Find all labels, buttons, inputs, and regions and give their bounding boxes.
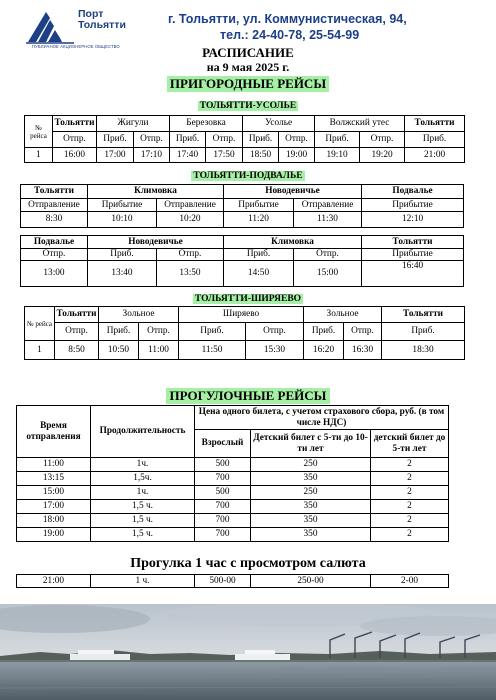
route2-back-sub: Приб. (224, 249, 294, 261)
salute-cell: 1 ч. (91, 575, 195, 588)
route1-stop: Жигули (97, 116, 170, 132)
route3-cell: 15:30 (246, 341, 304, 360)
route1-sub: Отпр. (206, 132, 243, 148)
route1-cell: 17:40 (170, 148, 206, 163)
table-row (17, 528, 449, 542)
route3-stop: Зольное (304, 307, 382, 323)
walks-cell: 17:00 (17, 500, 91, 514)
route3-cell: 11:50 (179, 341, 246, 360)
port-photo (0, 604, 496, 700)
walks-cell: 1,5 ч. (91, 514, 195, 528)
walks-cell: 700 (195, 472, 251, 486)
route3-sub: Отпр. (55, 323, 99, 341)
walks-cell: 2 (371, 472, 449, 486)
logo-subtitle: ПУБЛИЧНОЕ АКЦИОНЕРНОЕ ОБЩЕСТВО (32, 44, 120, 49)
walks-cell: 15:00 (17, 486, 91, 500)
table-row (21, 261, 464, 287)
route2-back-stop: Подвалье (21, 236, 88, 249)
route1-sub: Приб. (170, 132, 206, 148)
address: г. Тольятти, ул. Коммунистическая, 94, (168, 12, 407, 26)
route3-stop: Зольное (99, 307, 179, 323)
logo-name-line1: Порт (78, 8, 104, 20)
route2-out-sub: Прибытие (362, 199, 464, 212)
route1-cell: 1 (25, 148, 53, 163)
table-row (21, 212, 464, 228)
route3-cell: 8:50 (55, 341, 99, 360)
route2-back-sub: Прибытие (362, 249, 464, 261)
route2-back-stops-row (21, 236, 464, 249)
port-photo-image (0, 604, 496, 700)
route3-table (24, 306, 465, 360)
route1-cell: 18:50 (243, 148, 279, 163)
walks-cell: 350 (251, 472, 371, 486)
route2-back-cell: 15:00 (294, 261, 362, 287)
route1-cell: 21:00 (405, 148, 465, 163)
route2-back-sub-row (21, 249, 464, 261)
salute-cell: 250-00 (251, 575, 371, 588)
page-title: РАСПИСАНИЕ (202, 45, 294, 60)
route1-sub: Приб. (405, 132, 465, 148)
walks-cell: 1,5 ч. (91, 528, 195, 542)
route1-cell: 19:10 (315, 148, 360, 163)
route1-stop: Тольятти (405, 116, 465, 132)
walks-section-title (0, 388, 496, 404)
table-row (17, 514, 449, 528)
walks-cell: 250 (251, 458, 371, 472)
walks-cell: 700 (195, 528, 251, 542)
route2-out-cell: 10:20 (157, 212, 224, 228)
walks-cell: 2 (371, 514, 449, 528)
route2-back-sub: Приб. (88, 249, 157, 261)
route1-stops-row (25, 116, 465, 132)
route1-sub: Приб. (97, 132, 134, 148)
route1-stop: Усолье (243, 116, 315, 132)
route1-table (24, 115, 465, 163)
suburban-section-label: ПРИГОРОДНЫЕ РЕЙСЫ (167, 76, 329, 92)
port-logo (24, 8, 142, 50)
route2-out-cell: 10:10 (88, 212, 157, 228)
walks-cell: 1ч. (91, 458, 195, 472)
route2-out-stop: Подвалье (362, 185, 464, 199)
walks-cell: 500 (195, 486, 251, 500)
route2-out-sub: Прибытие (88, 199, 157, 212)
salute-table (16, 574, 449, 588)
route3-stop: Тольятти (55, 307, 99, 323)
table-row (17, 500, 449, 514)
table-row (17, 458, 449, 472)
route1-sub: Отпр. (53, 132, 97, 148)
route3-sub: Отпр. (246, 323, 304, 341)
route2-out-table (20, 184, 464, 228)
route2-back-sub: Отпр. (294, 249, 362, 261)
salute-cell: 2-00 (371, 575, 449, 588)
schedule-date: на 9 мая 2025 г. (206, 60, 290, 74)
walks-cell: 700 (195, 514, 251, 528)
table-row (17, 472, 449, 486)
route3-sub: Приб. (179, 323, 246, 341)
table-row (25, 148, 465, 163)
walks-cell: 19:00 (17, 528, 91, 542)
route3-stop: Тольятти (382, 307, 465, 323)
walks-cell: 1,5ч. (91, 472, 195, 486)
logo-name-line2: Тольятти (78, 19, 126, 31)
route3-num-header: № рейса (25, 307, 55, 341)
route2-out-cell: 11:30 (294, 212, 362, 228)
route3-cell: 18:30 (382, 341, 465, 360)
route1-sub: Приб. (243, 132, 279, 148)
route1-cell: 19:20 (360, 148, 405, 163)
walks-cell: 11:00 (17, 458, 91, 472)
route2-out-cell: 11:20 (224, 212, 294, 228)
route3-sub: Приб. (304, 323, 344, 341)
route3-cell: 11:00 (139, 341, 179, 360)
route2-out-sub: Отправление (21, 199, 88, 212)
route2-title-label: ТОЛЬЯТТИ-ПОДВАЛЬЕ (193, 171, 303, 181)
route2-out-sub: Прибытие (224, 199, 294, 212)
route3-stop: Ширяево (179, 307, 304, 323)
walks-cell: 2 (371, 458, 449, 472)
route3-sub: Приб. (382, 323, 465, 341)
route2-back-stop: Новодевичье (88, 236, 224, 249)
route1-title-label: ТОЛЬЯТТИ-УСОЛЬЕ (199, 101, 297, 111)
route1-cell: 17:50 (206, 148, 243, 163)
route2-back-sub: Отпр. (21, 249, 88, 261)
route2-back-cell: 13:00 (21, 261, 88, 287)
route2-back-sub: Отпр. (157, 249, 224, 261)
route3-title (0, 294, 496, 304)
route1-sub: Отпр. (134, 132, 170, 148)
route2-out-stop: Новодевичье (224, 185, 362, 199)
route1-stop: Тольятти (53, 116, 97, 132)
walks-table (16, 405, 449, 542)
table-row (25, 341, 465, 360)
route3-title-label: ТОЛЬЯТТИ-ШИРЯЕВО (194, 294, 302, 304)
table-row (17, 486, 449, 500)
suburban-section-title (0, 76, 496, 92)
salute-title: Прогулка 1 час с просмотром салюта (130, 556, 366, 571)
route2-back-stop: Климовка (224, 236, 362, 249)
walks-cell: 18:00 (17, 514, 91, 528)
salute-cell: 500-00 (195, 575, 251, 588)
walks-adult-header: Взрослый (195, 430, 251, 458)
route2-out-stops-row (21, 185, 464, 199)
walks-price-header: Цена одного билета, с учетом страхового сбора, руб. (в том числе НДС) (195, 406, 449, 430)
walks-cell: 250 (251, 486, 371, 500)
route2-back-cell: 16:40 (362, 261, 464, 287)
route2-out-stop: Климовка (88, 185, 224, 199)
walks-cell: 13:15 (17, 472, 91, 486)
route3-sub: Отпр. (344, 323, 382, 341)
route2-out-sub: Отправление (157, 199, 224, 212)
route3-cell: 1 (25, 341, 55, 360)
walks-cell: 500 (195, 458, 251, 472)
route1-cell: 19:00 (279, 148, 315, 163)
route2-back-cell: 13:50 (157, 261, 224, 287)
route3-stops-row (25, 307, 465, 323)
route2-out-stop: Тольятти (21, 185, 88, 199)
walks-cell: 350 (251, 528, 371, 542)
route1-sub: Отпр. (279, 132, 315, 148)
route2-out-cell: 8:30 (21, 212, 88, 228)
walks-header-row (17, 406, 449, 430)
route3-cell: 10:50 (99, 341, 139, 360)
route1-title (0, 101, 496, 111)
route3-cell: 16:20 (304, 341, 344, 360)
walks-section-label: ПРОГУЛОЧНЫЕ РЕЙСЫ (166, 388, 331, 404)
walks-cell: 2 (371, 528, 449, 542)
route1-cell: 17:10 (134, 148, 170, 163)
route1-cell: 17:00 (97, 148, 134, 163)
route1-stop: Березовка (170, 116, 243, 132)
walks-duration-header: Продолжительность (91, 406, 195, 458)
route2-back-stop: Тольятти (362, 236, 464, 249)
route3-sub: Приб. (99, 323, 139, 341)
route3-sub-row (25, 323, 465, 341)
walks-cell: 1,5 ч. (91, 500, 195, 514)
route3-sub: Отпр. (139, 323, 179, 341)
walks-cell: 700 (195, 500, 251, 514)
route2-title (0, 171, 496, 181)
route1-sub: Приб. (315, 132, 360, 148)
walks-time-header: Время отправления (17, 406, 91, 458)
walks-cell: 2 (371, 500, 449, 514)
port-logo-icon (24, 8, 76, 44)
route2-back-cell: 13:40 (88, 261, 157, 287)
route1-sub-row (25, 132, 465, 148)
route2-back-cell: 14:50 (224, 261, 294, 287)
walks-cell: 350 (251, 500, 371, 514)
route1-num-header: № рейса (25, 116, 53, 148)
route3-cell: 16:30 (344, 341, 382, 360)
route1-stop: Волжский утес (315, 116, 405, 132)
walks-cell: 2 (371, 486, 449, 500)
route2-out-sub-row (21, 199, 464, 212)
phones: тел.: 24-40-78, 25-54-99 (220, 28, 360, 42)
route2-out-cell: 12:10 (362, 212, 464, 228)
route2-out-sub: Отправление (294, 199, 362, 212)
route1-sub: Отпр. (360, 132, 405, 148)
walks-cell: 1ч. (91, 486, 195, 500)
table-row (17, 575, 449, 588)
salute-cell: 21:00 (17, 575, 91, 588)
walks-child-header: Детский билет с 5-ти до 10-ти лет (251, 430, 371, 458)
walks-small-header: детский билет до 5-ти лет (371, 430, 449, 458)
route2-back-table (20, 235, 464, 287)
walks-cell: 350 (251, 514, 371, 528)
route1-cell: 16:00 (53, 148, 97, 163)
logo-name (78, 9, 148, 31)
